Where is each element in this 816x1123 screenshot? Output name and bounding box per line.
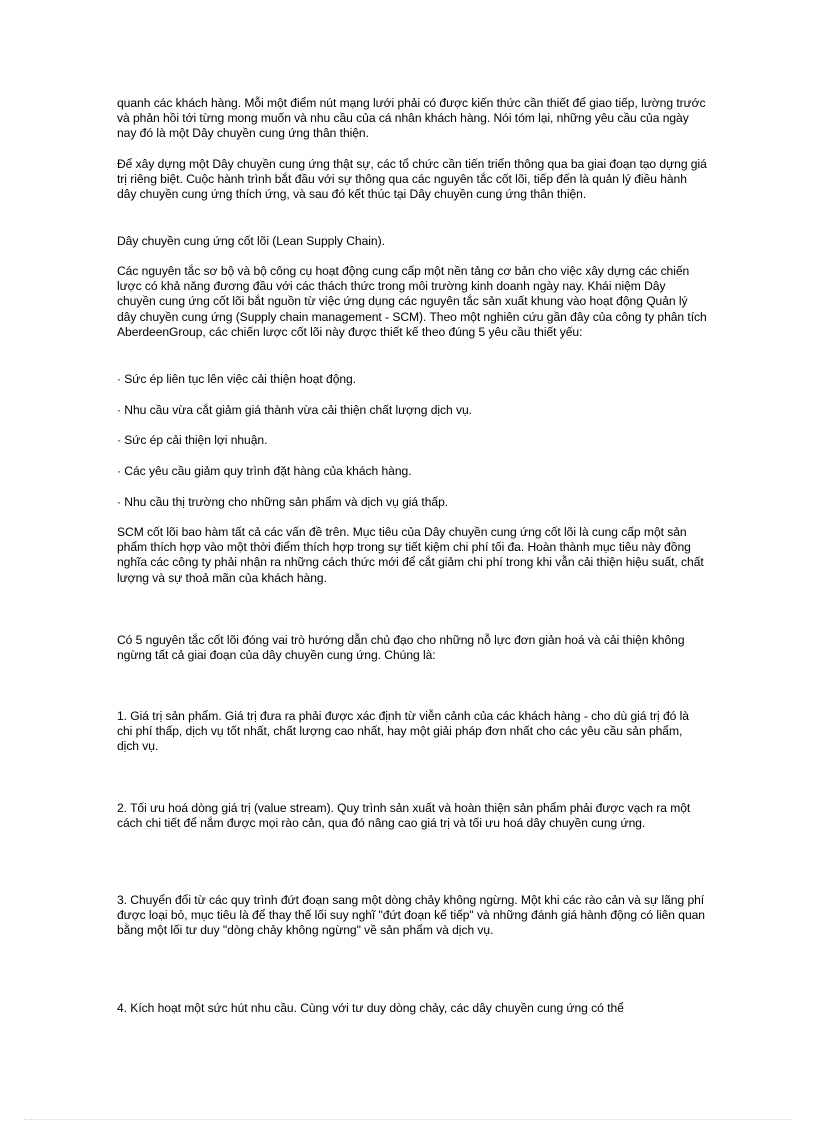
page-bottom-border <box>24 1119 792 1120</box>
paragraph-lean-concept: Các nguyên tắc sơ bộ và bộ công cụ hoạt động cung cấp một nền tảng cơ bản cho việc xây dựng các chiến lược có khả năng đương đầu với các thách thức trong môi trường kinh doanh ngày nay. Khái niệm Dây chuyền cung ứng cốt lõi bắt nguồn từ việc ứng dụng các nguyên tắc sản xuất khung vào hoạt động Quản lý dây chuyền cung ứng (Supply chain management - SCM). Theo một nghiên cứu gần đây của công ty phân tích AberdeenGroup, các chiến lược cốt lõi này được thiết kế theo đúng 5 yêu cầu thiết yếu: <box>117 264 707 339</box>
bullet-item: · Sức ép liên tục lên việc cải thiện hoạt động. <box>117 372 357 386</box>
principle-item: 4. Kích hoạt một sức hút nhu cầu. Cùng với tư duy dòng chảy, các dây chuyền cung ứng có thể <box>117 1001 624 1015</box>
bullet-item: · Sức ép cải thiện lợi nhuận. <box>117 433 268 447</box>
principle-item: 2. Tối ưu hoá dòng giá trị (value stream). Quy trình sản xuất và hoàn thiện sản phẩm phải được vạch ra một cách chi tiết để nắm được mọi rào cản, qua đó nâng cao giá trị và tối ưu hoá dây chuyền cung ứng. <box>117 801 691 831</box>
paragraph-intro: quanh các khách hàng. Mỗi một điểm nút mạng lưới phải có được kiến thức cần thiết để giao tiếp, lường trước và phản hồi tới từng mong muốn và nhu cầu của cá nhân khách hàng. Nói tóm lại, những yêu cầu của ngày nay đó là một Dây chuyền cung ứng thân thiện. <box>117 96 706 141</box>
bullet-item: · Nhu cầu thị trường cho những sản phẩm và dịch vụ giá thấp. <box>117 495 449 509</box>
bullet-item: · Nhu cầu vừa cắt giảm giá thành vừa cải thiện chất lượng dịch vụ. <box>117 403 472 417</box>
paragraph-stages: Để xây dựng một Dây chuyền cung ứng thật sự, các tổ chức cần tiến triển thông qua ba giai đoạn tạo dựng giá trị riêng biệt. Cuộc hành trình bắt đầu với sự thông qua các nguyên tắc cốt lõi, tiếp đến là quản lý điều hành dây chuyền cung ứng thích ứng, và sau đó kết thúc tại Dây chuyền cung ứng thân thiện. <box>117 157 707 202</box>
bullet-item: · Các yêu cầu giảm quy trình đặt hàng của khách hàng. <box>117 464 412 478</box>
section-heading-lean: Dây chuyền cung ứng cốt lõi (Lean Supply Chain). <box>117 234 385 248</box>
paragraph-scm-goal: SCM cốt lõi bao hàm tất cả các vấn đề trên. Mục tiêu của Dây chuyền cung ứng cốt lõi là cung cấp một sản phẩm thích hợp vào một thời điểm thích hợp trong sự tiết kiệm chi phí tối đa. Hoàn thành mục tiêu này đồng nghĩa các công ty phải nhận ra những cách thức mới để cắt giảm chi phí trong khi vẫn cải thiện hiệu suất, chất lượng và sự thoả mãn của khách hàng. <box>117 525 704 585</box>
principle-item: 1. Giá trị sản phẩm. Giá trị đưa ra phải được xác định từ viễn cảnh của các khách hàng - cho dù giá trị đó là chi phí thấp, dịch vụ tốt nhất, chất lượng cao nhất, hay một giải pháp đơn nhất cho các yêu cầu sản phẩm, dịch vụ. <box>117 709 689 754</box>
principle-item: 3. Chuyển đổi từ các quy trình đứt đoạn sang một dòng chảy không ngừng. Một khi các rào cản và sự lãng phí được loại bỏ, mục tiêu là để thay thế lối suy nghĩ "đứt đoạn kế tiếp" và những đánh giá hành động có liên quan bằng một lối tư duy "dòng chảy không ngừng" về sản phẩm và dịch vụ. <box>117 893 705 938</box>
paragraph-five-principles: Có 5 nguyên tắc cốt lõi đóng vai trò hướng dẫn chủ đạo cho những nỗ lực đơn giản hoá và cải thiện không ngừng tất cả giai đoạn của dây chuyền cung ứng. Chúng là: <box>117 633 685 663</box>
